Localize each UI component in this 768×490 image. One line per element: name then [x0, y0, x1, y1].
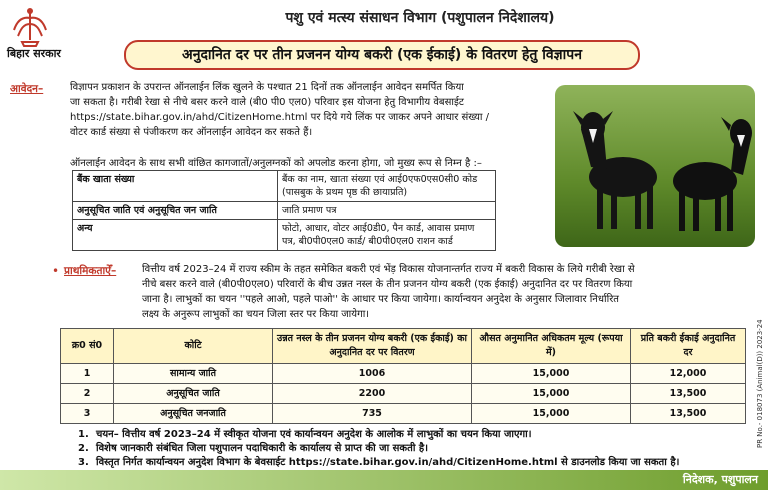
- priority-line: नीचे बसर करने वाले (बी0पी0एल0) परिवारों के बीच उन्नत नस्ल के तीन प्रजनन योग्य बकरी (एक ईकाई) अनुदानित दर पर वितरण किया: [142, 279, 633, 290]
- column-header: कोटि: [114, 329, 273, 364]
- table-header-row: [61, 329, 746, 364]
- application-text: [70, 80, 548, 140]
- table-cell: 735: [273, 404, 472, 424]
- attachment-instruction: ऑनलाईन आवेदन के साथ सभी वांछित कागजातों/अनुलग्नकों को अपलोड करना होगा, जो मुख्य रूप से निम्न है :–: [70, 158, 482, 169]
- footnotes: [78, 428, 748, 470]
- column-header: औसत अनुमानित अधिकतम मूल्य (रूपया में): [472, 329, 631, 364]
- table-cell: अनुसूचित जाति: [114, 384, 273, 404]
- priority-line: लक्ष्य के अनुरूप लाभुकों का चयन जिला स्तर पर किया जायेगा।: [142, 309, 370, 320]
- footnote-item: [78, 456, 748, 470]
- table-cell: 1: [61, 364, 114, 384]
- footnote-item: [78, 442, 748, 456]
- application-line: वोटर कार्ड संख्या से पंजीकरण कर ऑनलाईन आवेदन कर सकते हैं।: [70, 127, 313, 138]
- doc-key: बैंक खाता संख्या: [73, 171, 278, 202]
- footnote-text: चयन– वित्तीय वर्ष 2023–24 में स्वीकृत योजना एवं कार्यान्वयन अनुदेश के आलोक में लाभुकों का चयन किया जाएगा।: [96, 429, 532, 440]
- advertisement-title: अनुदानित दर पर तीन प्रजनन योग्य बकरी (एक ईकाई) के वितरण हेतु विज्ञापन: [124, 40, 640, 70]
- doc-value: फोटो, आधार, वोटर आई0डी0, पैन कार्ड, आवास प्रमाण पत्र, बी0पी0एल0 कार्ड/ बी0पी0एल0 राशन कार्ड: [278, 220, 496, 251]
- application-line: विज्ञापन प्रकाशन के उपरान्त ऑनलाईन लिंक खुलने के पश्चात 21 दिनों तक ऑनलाईन आवेदन समर्पित किया: [70, 82, 464, 93]
- bullet-icon: •: [52, 264, 60, 278]
- rate-table: [60, 328, 746, 424]
- signature: निदेशक, पशुपालन: [682, 473, 758, 486]
- documents-table: [72, 170, 496, 251]
- column-header: क्र0 सं0: [61, 329, 114, 364]
- footnote-text: विशेष जानकारी संबंधित जिला पशुपालन पदाधिकारी के कार्यालय से प्राप्त की जा सकती है।: [96, 443, 428, 454]
- table-cell: 13,500: [631, 384, 746, 404]
- footnote-number: 1.: [78, 429, 89, 440]
- doc-value: जाति प्रमाण पत्र: [278, 202, 496, 220]
- table-cell: 1006: [273, 364, 472, 384]
- table-cell: 15,000: [472, 404, 631, 424]
- doc-value: बैंक का नाम, खाता संख्या एवं आई0एफ0एस0सी0 कोड (पासबुक के प्रथम पृष्ठ की छायाप्रति): [278, 171, 496, 202]
- column-header: उन्नत नस्ल के तीन प्रजनन योग्य बकरी (एक ईकाई) का अनुदानित दर पर वितरण: [273, 329, 472, 364]
- priority-line: जाना है। लाभुकों का चयन ''पहले आओ, पहले पाओ'' के आधार पर किया जायेगा। कार्यान्वयन अनुदेश के अनुसार जिलावार निर्धारित: [142, 294, 619, 305]
- table-cell: 2200: [273, 384, 472, 404]
- application-label: आवेदन–: [10, 83, 44, 95]
- pr-number: [753, 290, 765, 450]
- priority-text: [142, 262, 722, 322]
- table-cell: अनुसूचित जनजाति: [114, 404, 273, 424]
- table-cell: 15,000: [472, 364, 631, 384]
- table-row: [73, 220, 496, 251]
- department-name: पशु एवं मत्स्य संसाधन विभाग (पशुपालन निदेशालय): [285, 10, 555, 26]
- column-header: प्रति बकरी ईकाई अनुदानित दर: [631, 329, 746, 364]
- table-cell: सामान्य जाति: [114, 364, 273, 384]
- pr-number-text: PR No.- 018073 (Animal(D)) 2023-24: [756, 319, 764, 448]
- logo-caption: बिहार सरकार: [7, 47, 61, 60]
- table-cell: 12,000: [631, 364, 746, 384]
- table-cell: 13,500: [631, 404, 746, 424]
- table-row: [61, 384, 746, 404]
- footnote-number: 3.: [78, 457, 89, 468]
- doc-key: अनुसूचित जाति एवं अनुसूचित जन जाति: [73, 202, 278, 220]
- goats-photo: [555, 85, 755, 247]
- table-cell: 3: [61, 404, 114, 424]
- table-row: [61, 404, 746, 424]
- application-line: जा सकता है। गरीबी रेखा से नीचे बसर करने वाले (बी0 पी0 एल0) परिवार इस योजना हेतु विभागीय वेबसाईट: [70, 97, 464, 108]
- footnote-text: विस्तृत निर्गत कार्यान्वयन अनुदेश विभाग के बेवसाईट https://state.bihar.gov.in/ahd/CitizenHome.html से डाउनलोड किया जा सकता है।: [96, 457, 680, 468]
- footnote-number: 2.: [78, 443, 89, 454]
- doc-key: अन्य: [73, 220, 278, 251]
- table-row: [73, 171, 496, 202]
- table-cell: 15,000: [472, 384, 631, 404]
- priority-line: वित्तीय वर्ष 2023–24 में राज्य स्कीम के तहत समेकित बकरी एवं भेंड़ विकास योजनान्तर्गत राज्य में बकरी विकास के लिये गरीबी रेखा से: [142, 264, 635, 275]
- table-row: [73, 202, 496, 220]
- footnote-item: [78, 428, 748, 442]
- footer-bar: [0, 470, 768, 490]
- table-row: [61, 364, 746, 384]
- table-cell: 2: [61, 384, 114, 404]
- application-line: https://state.bihar.gov.in/ahd/CitizenHome.html पर दिये गये लिंक पर जाकर अपने आधार संख्या /: [70, 112, 490, 123]
- priority-label: प्राथमिकताऐँ–: [64, 265, 117, 277]
